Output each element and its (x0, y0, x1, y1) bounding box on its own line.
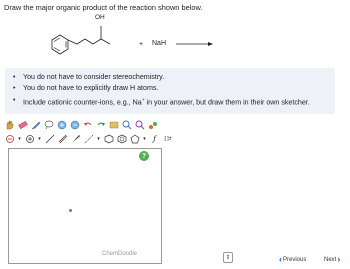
next-button[interactable] (324, 255, 340, 264)
chevron-down-icon[interactable]: ▾ (18, 135, 21, 142)
instruction-suffix: in your answer, but draw them in their own sketcher. (144, 97, 310, 106)
undo-icon[interactable] (82, 119, 93, 131)
previous-button[interactable] (279, 255, 306, 264)
zoom-in-icon[interactable] (56, 119, 67, 131)
function-icon[interactable]: ƒ (153, 134, 156, 143)
help-icon[interactable]: ? (139, 151, 149, 161)
redo-icon[interactable] (95, 119, 106, 131)
plus-sign: + (139, 41, 144, 48)
chevron-down-icon[interactable]: ▾ (143, 135, 146, 142)
instruction-item (13, 95, 335, 109)
chemdoodle-brand: ChemDoodle (102, 251, 138, 257)
template-icon[interactable] (108, 119, 119, 131)
benzene-icon[interactable] (116, 133, 127, 145)
search-alt-icon[interactable] (134, 119, 145, 131)
sketcher-stepper[interactable]: ⇕ (223, 252, 233, 263)
pencil-icon[interactable] (30, 119, 41, 131)
chevron-down-icon[interactable]: ▾ (38, 135, 41, 142)
hydroxyl-label: OH (95, 14, 105, 21)
atom-icon[interactable] (24, 133, 35, 145)
zoom-out-icon[interactable] (69, 119, 80, 131)
question-text: Draw the major organic product of the reaction shown below. (4, 3, 203, 12)
instructions-box (5, 68, 335, 114)
sketcher-toolbar-bottom (4, 132, 219, 146)
chevron-right-icon: › (337, 254, 341, 264)
hand-icon[interactable] (4, 119, 15, 131)
next-label: Next (324, 256, 337, 263)
search-icon[interactable] (121, 119, 132, 131)
pentagon-icon[interactable] (129, 133, 140, 145)
reagent-label: NaH (152, 40, 167, 47)
instruction-item: • You do not have to explicitly draw H atoms. (13, 83, 335, 94)
canvas-cursor-dot (69, 209, 72, 212)
clean-icon[interactable] (147, 119, 158, 131)
eraser-icon[interactable] (17, 119, 28, 131)
previous-label: Previous (283, 256, 307, 263)
sketcher-toolbar-top (4, 118, 219, 132)
wedge-bond-icon[interactable] (70, 133, 81, 145)
instruction-item: • You do not have to consider stereochemistry. (13, 72, 335, 83)
chevron-left-icon: ‹ (279, 254, 282, 264)
hash-bond-icon[interactable] (83, 133, 94, 145)
single-bond-icon[interactable] (44, 133, 55, 145)
double-bond-icon[interactable] (57, 133, 68, 145)
hexagon-icon[interactable] (103, 133, 114, 145)
bracket-icon[interactable]: [ ]± (164, 135, 172, 142)
sketcher-canvas[interactable] (8, 148, 162, 264)
chevron-down-icon[interactable]: ▾ (97, 135, 100, 142)
reaction-scheme (40, 14, 220, 58)
lasso-icon[interactable] (43, 119, 54, 131)
instruction-text: Include cationic counter-ions, e.g., Na (23, 97, 142, 106)
charge-superscript: + (141, 97, 145, 103)
reactant-structure (40, 14, 220, 58)
charge-icon[interactable] (4, 133, 15, 145)
